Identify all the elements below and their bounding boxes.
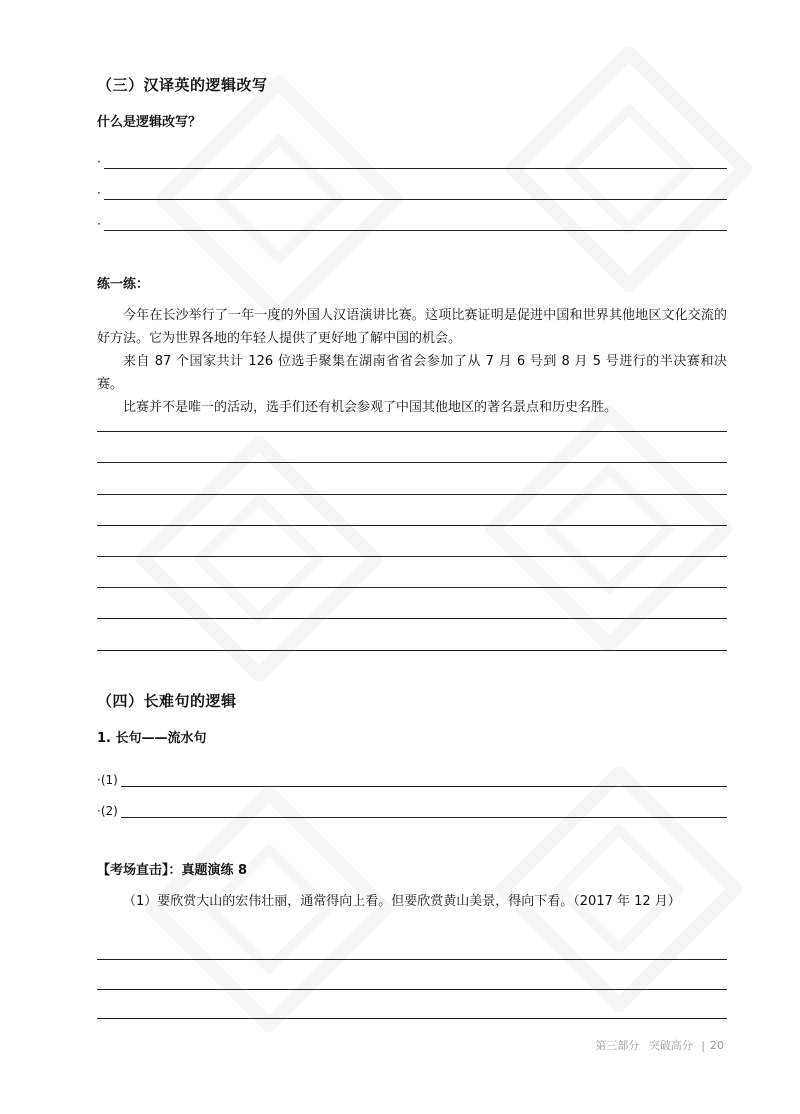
answer-line[interactable] — [97, 185, 727, 201]
footer-divider: | — [701, 1039, 705, 1052]
exam-title: 【考场直击】：真题演练 8 — [97, 863, 248, 878]
section-3-title: （三）汉译英的逻辑改写 — [97, 76, 268, 94]
page-footer — [595, 1037, 724, 1053]
writing-line[interactable] — [97, 431, 727, 432]
item-label: ·(2) — [97, 804, 118, 818]
watermark-logo — [133, 433, 385, 685]
answer-line[interactable] — [97, 216, 727, 232]
item-label: ·(1) — [97, 773, 118, 787]
answer-line-1[interactable] — [97, 772, 727, 788]
writing-line[interactable] — [97, 618, 727, 619]
writing-line[interactable] — [97, 556, 727, 557]
writing-line[interactable] — [97, 494, 727, 495]
answer-line-2[interactable] — [97, 803, 727, 819]
writing-line[interactable] — [97, 1018, 727, 1019]
section-3-question: 什么是逻辑改写？ — [97, 115, 202, 130]
practice-passage — [97, 304, 727, 419]
exam-question — [97, 890, 727, 913]
writing-line[interactable] — [97, 959, 727, 960]
bullet-dot: · — [97, 155, 101, 169]
writing-line[interactable] — [97, 525, 727, 526]
footer-chapter: 突破高分 — [648, 1039, 693, 1052]
watermark-logo — [493, 763, 745, 1015]
writing-line[interactable] — [97, 989, 727, 990]
section-4-subtitle: 1. 长句——流水句 — [97, 731, 207, 746]
bullet-dot: · — [97, 217, 101, 231]
writing-line[interactable] — [97, 462, 727, 463]
answer-line[interactable] — [97, 154, 727, 170]
passage-paragraph: 来自 87 个国家共计 126 位选手聚集在湖南省省会参加了从 7 月 6 号到 8 月 5 号进行的半决赛和决赛。 — [97, 354, 727, 392]
practice-title: 练一练： — [97, 277, 150, 292]
passage-paragraph: 比赛并不是唯一的活动，选手们还有机会参观了中国其他地区的著名景点和历史名胜。 — [123, 400, 618, 415]
exam-question-text: （1）要欣赏大山的宏伟壮丽，通常得向上看。但要欣赏黄山美景，得向下看。（2017 年 12 月） — [123, 894, 681, 909]
section-4-title: （四）长难句的逻辑 — [97, 692, 237, 710]
bullet-dot: · — [97, 186, 101, 200]
footer-section: 第三部分 — [595, 1039, 640, 1052]
page-number: 20 — [710, 1039, 724, 1052]
writing-line[interactable] — [97, 587, 727, 588]
writing-line[interactable] — [97, 650, 727, 651]
passage-paragraph: 今年在长沙举行了一年一度的外国人汉语演讲比赛。这项比赛证明是促进中国和世界其他地区文化交流的好方法。它为世界各地的年轻人提供了更好地了解中国的机会。 — [97, 308, 727, 346]
